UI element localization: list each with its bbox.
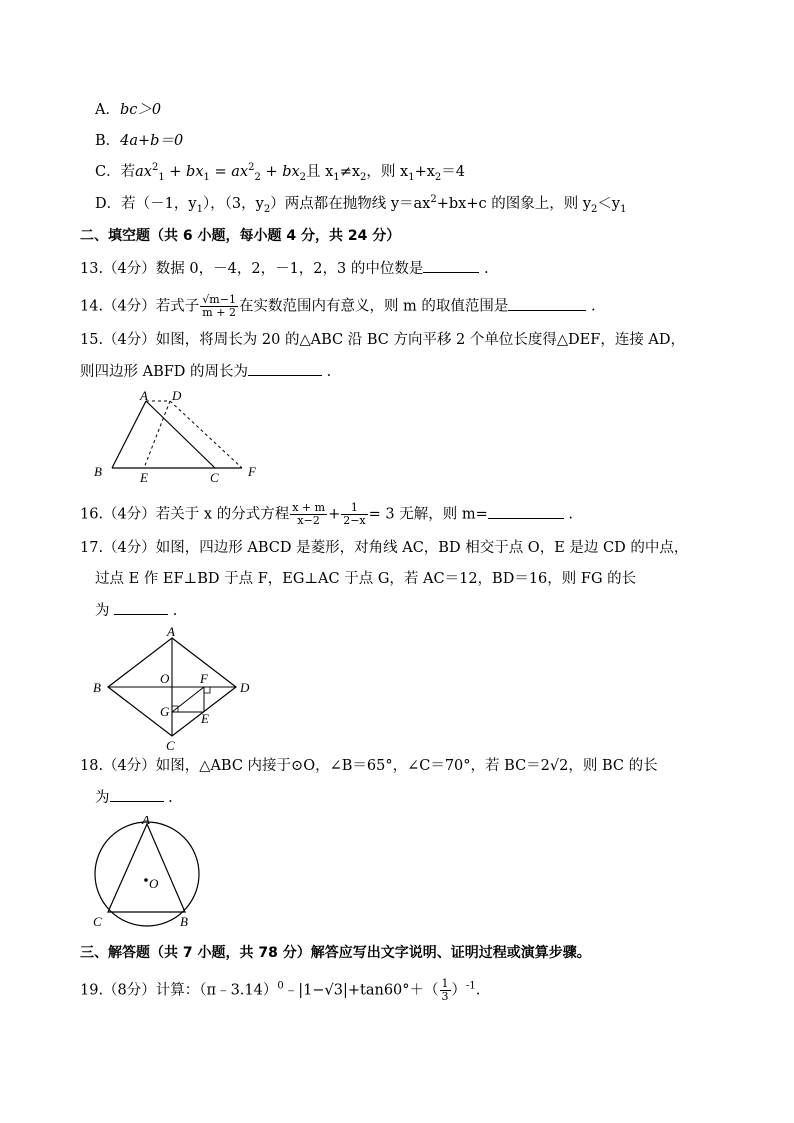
q16-f2-numerator: 1 [341,502,367,515]
question-17-line3: 为 . [95,600,177,621]
q16-pre: 若关于 x 的分式方程 [155,506,290,523]
option-c-res: ＝4 [441,164,466,180]
fig18-label-B: B [180,914,188,929]
option-c-mid: 且 x [306,164,334,180]
question-13: 13.（4分）数据 0，－4，2，－1，2，3 的中位数是 . [80,258,489,279]
option-c-eq: = ax [209,164,249,180]
question-18-line2: 为 . [95,787,173,808]
option-c-plus: +x [414,164,435,180]
figure-17 [90,624,260,752]
option-a-text: bc＞0 [119,102,162,118]
q15-line2: 则四边形 ABFD 的周长为 [80,364,249,380]
option-c-pre: 若 [120,164,136,180]
q19-fraction [440,978,451,1003]
q13-number: 13.（4分） [80,261,156,277]
option-b-label: B． [95,133,121,149]
option-d-t4: +bx+c 的图象上，则 y [436,196,592,212]
q13-text: 数据 0，－4，2，－1，2，3 的中位数是 [155,261,424,277]
question-18-line1 [80,756,658,776]
option-c-then: ，则 x [366,164,409,180]
fig17-label-O: O [160,671,170,686]
fig18-label-O: O [149,876,159,891]
fig15-label-E: E [140,470,148,485]
fig15-label-A: A [140,388,148,403]
q18-line2: 为 [95,790,110,806]
q15-number: 15.（4分） [80,332,156,348]
fig17-label-D: D [240,680,250,695]
q19-t3: ） [451,982,467,999]
question-17-line1 [80,538,688,558]
option-d-t5: ＜y [597,196,621,212]
option-c-label: C． [95,164,121,180]
answer-blank [488,504,564,519]
q17-line3: 为 [95,603,110,619]
q19-text: 计算：（π﹣3.14） [155,982,278,999]
option-c-expr2: + bx [164,164,204,180]
question-15-line1 [80,330,685,350]
q19-t4: . [475,982,481,999]
answer-blank [508,296,586,311]
option-d-t3: ）两点都在抛物线 y＝ax [270,196,431,212]
fig17-label-G: G [160,704,170,719]
question-15-line2: 则四边形 ABFD 的周长为 . [80,361,331,382]
fig17-label-B: B [93,680,101,695]
q18-line1: 如图，△ABC 内接于⊙O，∠B＝65°，∠C＝70°，若 BC＝2√2，则 BC 的长 [155,758,658,774]
answer-blank [423,258,479,273]
q19-t2: ﹣|1−√3|+tan60°＋（ [283,982,439,999]
option-d-t1: 若（－1，y [121,196,197,212]
fig17-label-E: E [201,711,209,726]
q16-f1-numerator: x + m [292,501,326,514]
fig15-label-D: D [172,388,182,403]
option-c-neq: ≠x [339,164,361,180]
q19-numerator: 1 [441,977,449,990]
q16-fraction-1 [290,502,327,527]
fig17-label-C: C [166,738,175,752]
option-c-expr1: ax [135,164,152,180]
option-b [95,131,183,151]
q19-number: 19.（8分） [80,982,156,999]
q14-denominator: m + 2 [202,306,236,319]
q16-plus: + [328,506,341,523]
question-17-line2: 过点 E 作 EF⊥BD 于点 F，EG⊥AC 于点 G，若 AC＝12，BD＝16，则 FG 的长 [95,571,637,587]
option-d-label: D． [95,196,122,212]
option-c-expr3: + bx [260,164,300,180]
q17-number: 17.（4分） [80,540,156,556]
answer-blank [114,600,168,615]
q14-pre: 若式子 [155,298,200,315]
question-14: 14.（4分）若式子 $\frac{√m-1}{m + 2}$ 在实数范围内有意义，则 m 的取值范围是 . [80,293,596,319]
fig17-label-F: F [200,671,208,686]
question-19 [80,978,480,1003]
fig18-label-C: C [93,914,102,929]
q14-numerator: √m−1 [202,293,236,306]
option-c: C．若$ax^2_1 + bx_1 = ax^2_2 + bx_2$且 $x_1\ne x_2$，则 $x_1+x_2=4$ [95,162,466,183]
option-d-t2: ），（3，y [202,196,264,212]
q16-f1-denominator: x−2 [297,514,320,527]
option-d: D．若（－1，$y_1$），（3，$y_2$）两点都在抛物线 $y=ax^2+bx+c$ 的图象上，则 $y_2<y_1$ [95,194,627,215]
q19-exp1: -1 [466,980,476,992]
figure-15 [90,386,265,486]
option-b-text: 4a+b＝0 [120,133,184,149]
q16-post: = 3 无解，则 m= [368,506,488,523]
option-a-label: A． [95,102,120,118]
q14-fraction [200,294,238,319]
question-16: 16.（4分）若关于 x 的分式方程 $\frac{x + m}{x-2}$ + $\frac{1}{2-x}$ = 3 无解，则 m= . [80,501,573,527]
q16-f2-denominator: 2−x [343,514,366,527]
q17-line1: 如图，四边形 ABCD 是菱形，对角线 AC，BD 相交于点 O，E 是边 CD 的中点， [155,540,689,556]
q14-number: 14.（4分） [80,298,156,315]
q18-number: 18.（4分） [80,758,156,774]
fig15-label-C: C [210,470,219,485]
option-a [95,100,161,120]
q16-number: 16.（4分） [80,506,156,523]
answer-blank [110,787,164,802]
section-2-title: 二、填空题（共 6 小题，每小题 4 分，共 24 分） [80,228,401,244]
fig15-label-F: F [248,464,256,479]
q19-exp0: 0 [277,980,284,992]
q19-denominator: 3 [441,990,449,1003]
q14-post: 在实数范围内有意义，则 m 的取值范围是 [238,298,509,315]
q15-line1: 如图，将周长为 20 的△ABC 沿 BC 方向平移 2 个单位长度得△DEF，连接 AD， [155,332,686,348]
fig15-label-B: B [94,464,102,479]
q16-fraction-2 [341,502,367,527]
fig17-label-A: A [167,624,175,639]
section-3-title: 三、解答题（共 7 小题，共 78 分）解答应写出文字说明、证明过程或演算步骤。 [80,945,591,961]
figure-18 [90,816,205,932]
fig18-label-A: A [142,816,150,827]
answer-blank [248,361,322,376]
